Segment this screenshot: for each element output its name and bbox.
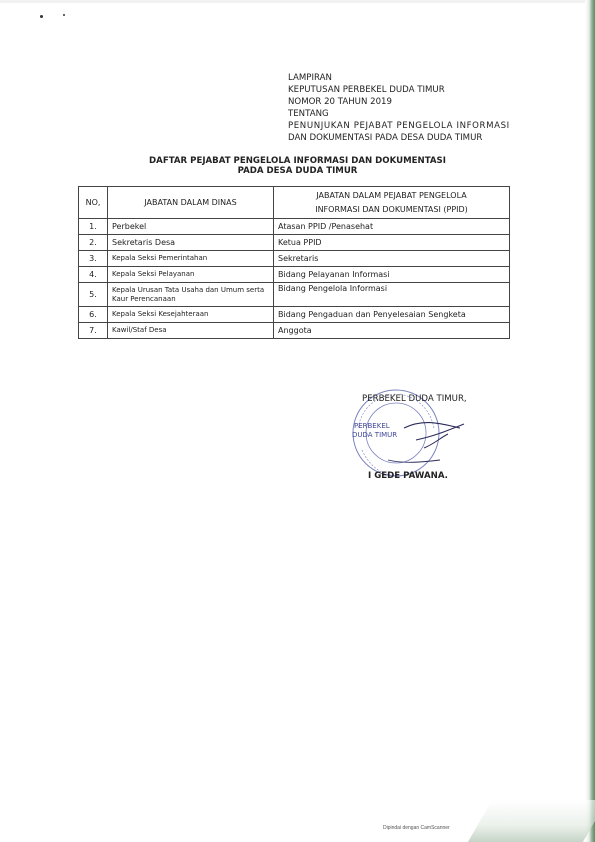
scanner-footer: Dipindai dengan CamScanner: [383, 825, 450, 831]
scan-speck: [63, 14, 65, 16]
signature-block: [344, 388, 504, 488]
header-jabatan-ppid: [274, 187, 510, 219]
lampiran-line: KEPUTUSAN PERBEKEL DUDA TIMUR: [288, 85, 445, 95]
row-jabatan-dinas: Kepala Seksi Pemerintahan: [108, 251, 274, 267]
row-jabatan-dinas: Sekretaris Desa: [108, 235, 274, 251]
row-no: 4.: [79, 267, 108, 283]
document-title-line2: PADA DESA DUDA TIMUR: [237, 166, 358, 176]
pejabat-table: [78, 186, 510, 339]
stamp-center-line2: DUDA TIMUR: [352, 431, 398, 439]
row-no: 1.: [79, 219, 108, 235]
row-jabatan-dinas: Kepala Seksi Kesejahteraan: [108, 307, 274, 323]
lampiran-line: DAN DOKUMENTASI PADA DESA DUDA TIMUR: [288, 133, 483, 143]
signature-title: PERBEKEL DUDA TIMUR,: [362, 394, 467, 404]
row-jabatan-dinas: Kawil/Staf Desa: [108, 323, 274, 339]
header-jabatan-dinas: JABATAN DALAM DINAS: [108, 187, 274, 219]
row-jabatan-ppid: Bidang Pelayanan Informasi: [274, 267, 510, 283]
lampiran-line: LAMPIRAN: [288, 73, 332, 83]
row-no: 2.: [79, 235, 108, 251]
stamp-center-line1: PERBEKEL: [354, 422, 390, 430]
row-jabatan-dinas: Kepala Urusan Tata Usaha dan Umum serta Kaur Perencanaan: [108, 283, 274, 307]
row-jabatan-ppid: Bidang Pengelola Informasi: [274, 283, 510, 307]
header-jabatan-ppid-line1: JABATAN DALAM PEJABAT PENGELOLA: [316, 190, 467, 200]
lampiran-line: PENUNJUKAN PEJABAT PENGELOLA INFORMASI: [288, 121, 510, 131]
row-no: 6.: [79, 307, 108, 323]
row-no: 7.: [79, 323, 108, 339]
row-jabatan-ppid: Sekretaris: [274, 251, 510, 267]
table-row: [79, 235, 510, 251]
document-title-line1: DAFTAR PEJABAT PENGELOLA INFORMASI DAN DOKUMENTASI: [149, 156, 446, 166]
row-jabatan-ppid: Ketua PPID: [274, 235, 510, 251]
table-row: [79, 251, 510, 267]
header-jabatan-ppid-line2: INFORMASI DAN DOKUMENTASI (PPID): [315, 204, 468, 214]
table-row: [79, 219, 510, 235]
row-jabatan-ppid: Bidang Pengaduan dan Penyelesaian Sengketa: [274, 307, 510, 323]
row-jabatan-dinas: Kepala Seksi Pelayanan: [108, 267, 274, 283]
lampiran-line: NOMOR 20 TAHUN 2019: [288, 97, 392, 107]
lampiran-line: TENTANG: [288, 109, 329, 119]
scan-edge-bottom: [468, 800, 595, 842]
row-jabatan-ppid: Anggota: [274, 323, 510, 339]
signatory-name: I GEDE PAWANA.: [368, 471, 448, 481]
row-jabatan-ppid: Atasan PPID /Penasehat: [274, 219, 510, 235]
header-no: NO,: [79, 187, 108, 219]
table-row: [79, 283, 510, 307]
row-jabatan-dinas: Perbekel: [108, 219, 274, 235]
table-header-row: [79, 187, 510, 219]
table-row: [79, 323, 510, 339]
scan-edge-right: [585, 0, 595, 842]
table-row: [79, 267, 510, 283]
lampiran-header: [288, 72, 510, 144]
scan-edge-top: [0, 0, 595, 3]
row-no: 3.: [79, 251, 108, 267]
scan-speck: [40, 15, 43, 18]
table-row: [79, 307, 510, 323]
row-no: 5.: [79, 283, 108, 307]
